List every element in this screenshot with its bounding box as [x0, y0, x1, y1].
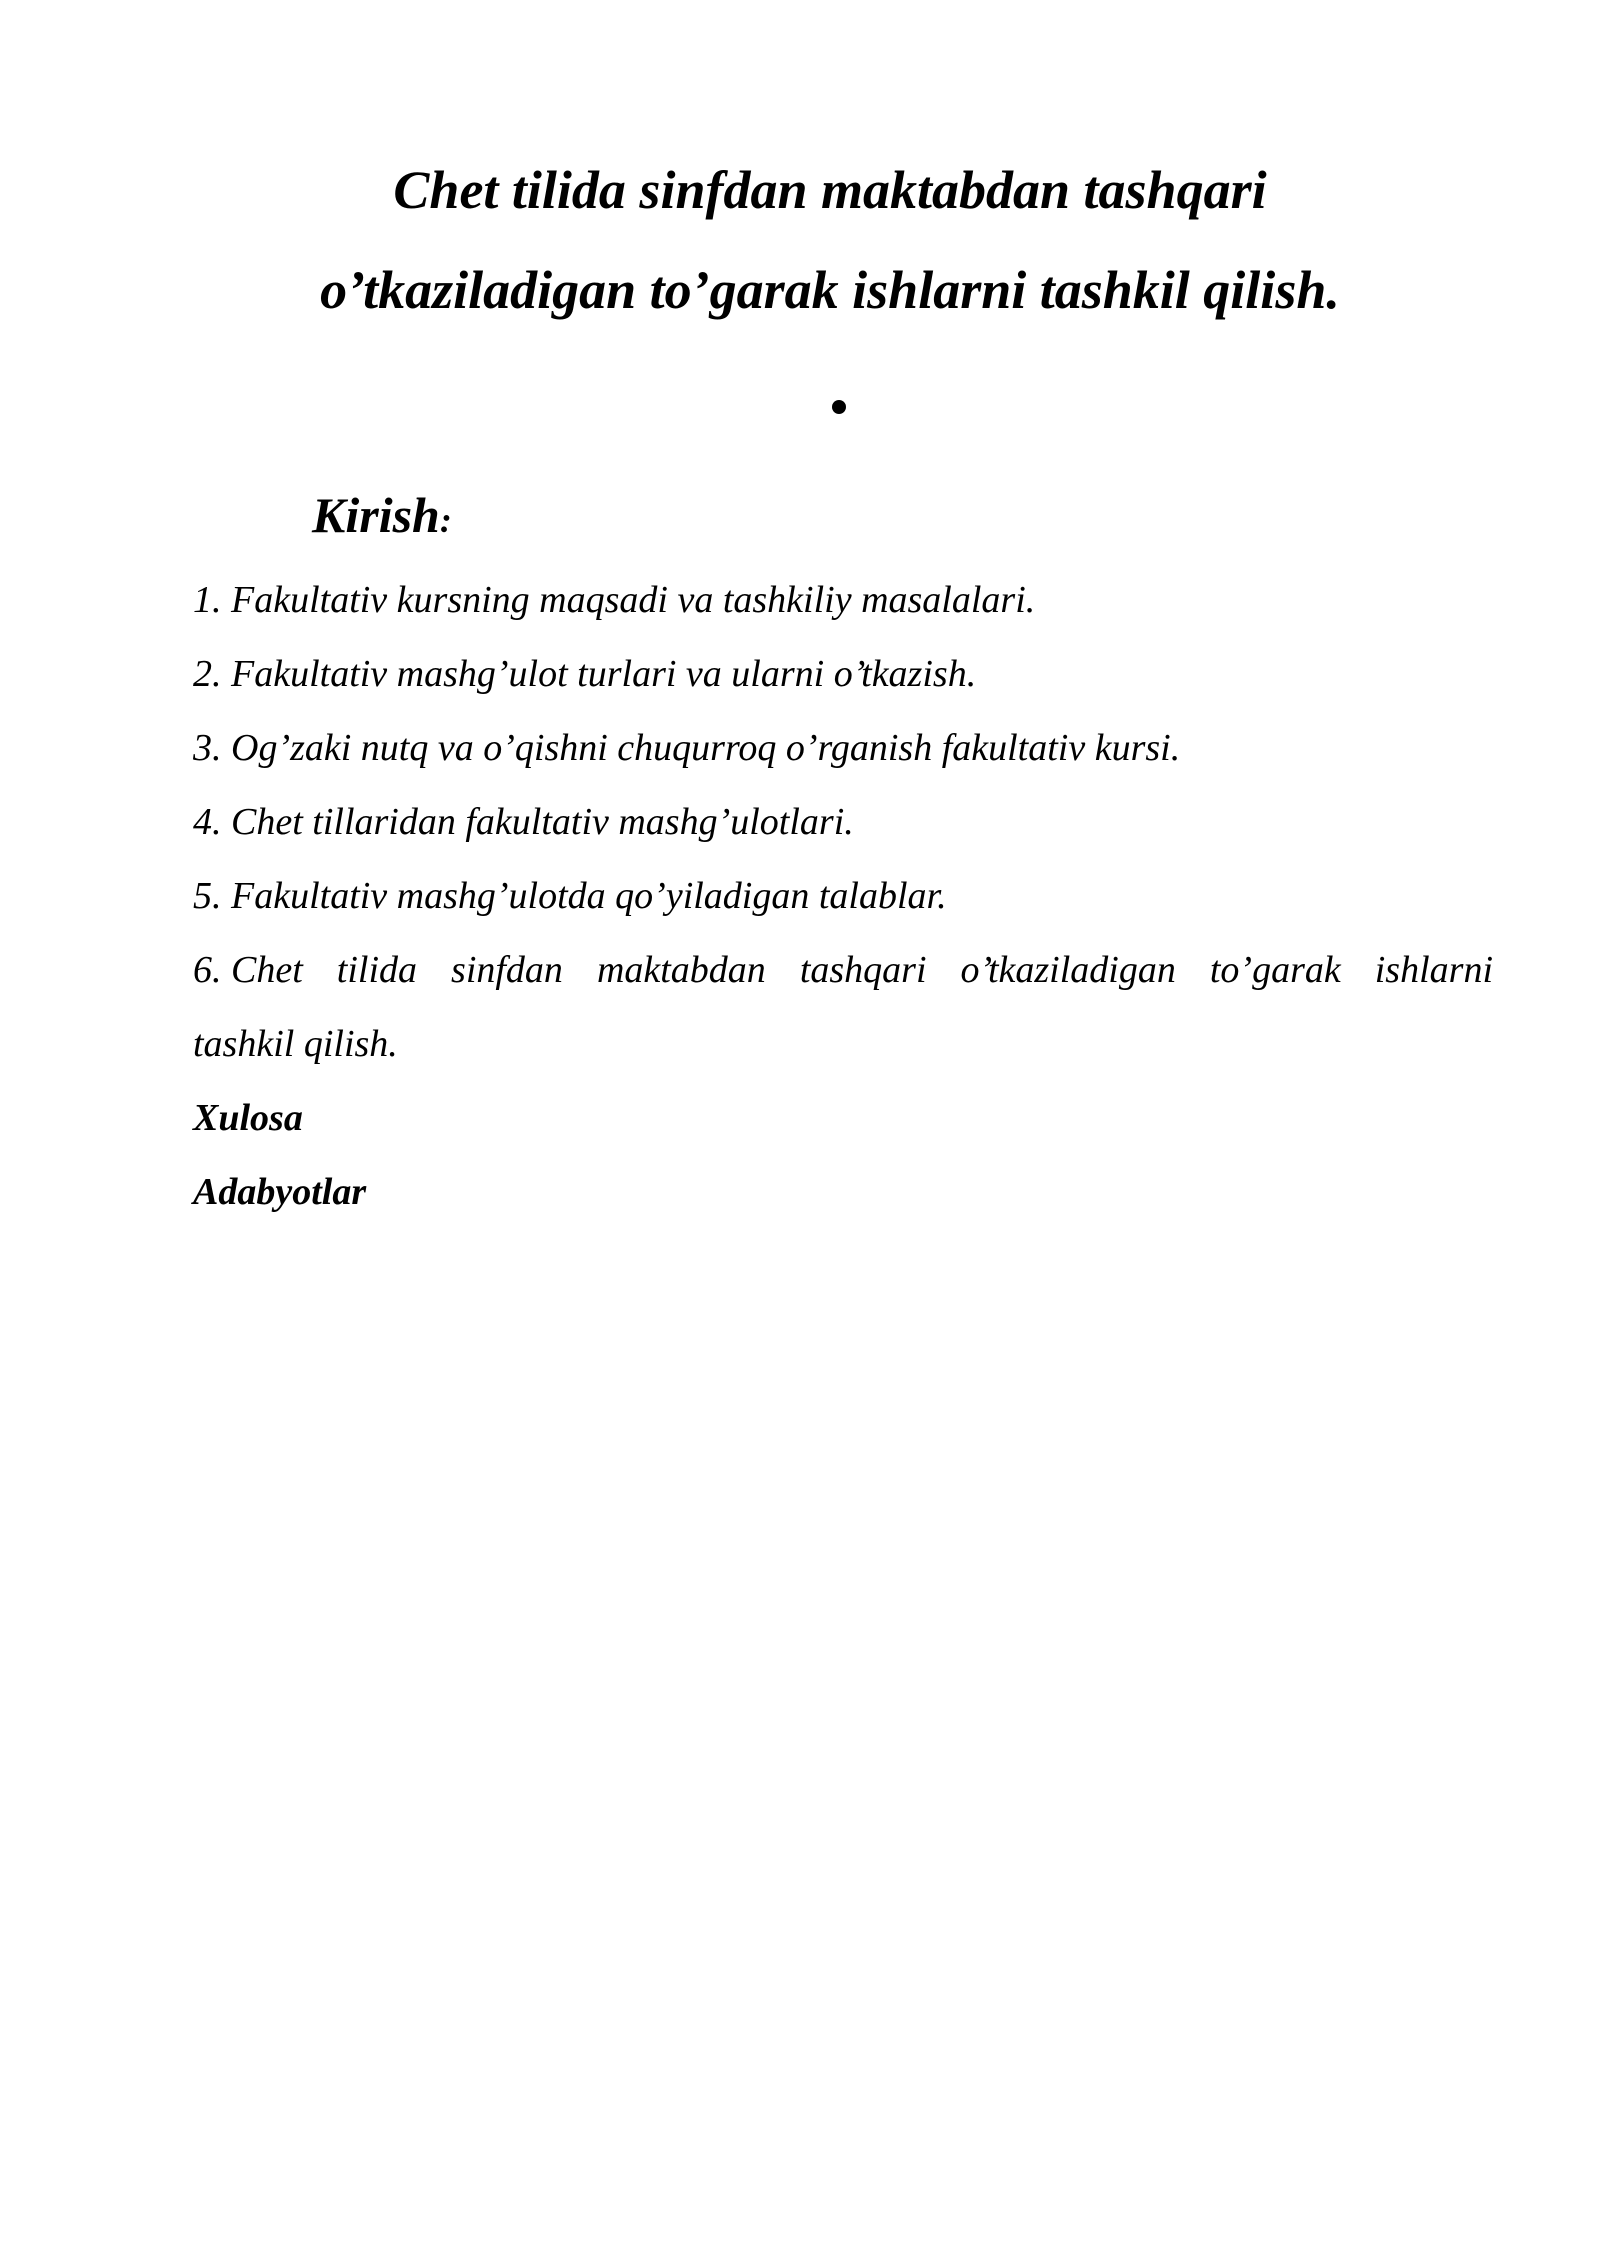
toc-item-2 [193, 637, 1493, 711]
conclusion-heading: Xulosa [193, 1097, 303, 1139]
toc-item-text: Chet tillaridan fakultativ mashg’ulotlari. [231, 801, 854, 843]
title-line-1: Chet tilida sinfdan maktabdan tashqari [393, 160, 1267, 220]
toc-item-number: 3. [193, 727, 222, 769]
document-title [0, 140, 1600, 340]
bullet-dot [832, 400, 846, 414]
references-heading: Adabyotlar [193, 1171, 367, 1213]
toc-item-6 [193, 933, 1493, 1007]
table-of-contents [193, 563, 1493, 1229]
toc-item-number: 2. [193, 653, 222, 695]
title-line-2: o’tkaziladigan to’garak ishlarni tashkil qilish. [320, 260, 1340, 320]
toc-item-number: 4. [193, 801, 222, 843]
intro-heading-text: Kirish [312, 487, 440, 543]
toc-item-text: Og’zaki nutq va o’qishni chuqurroq o’rganish fakultativ kursi. [231, 727, 1181, 769]
toc-item-text: Fakultativ mashg’ulot turlari va ularni o’tkazish. [231, 653, 977, 695]
intro-heading-colon: : [439, 500, 452, 540]
toc-item-4 [193, 785, 1493, 859]
toc-item-text: Chet tilida sinfdan maktabdan tashqari o’tkaziladigan to’garak ishlarni [231, 949, 1493, 991]
toc-item-text: Fakultativ kursning maqsadi va tashkiliy masalalari. [231, 579, 1036, 621]
toc-item-1 [193, 563, 1493, 637]
toc-item-3 [193, 711, 1493, 785]
toc-item-text: Fakultativ mashg’ulotda qo’yiladigan talablar. [231, 875, 947, 917]
toc-item-number: 1. [193, 579, 222, 621]
toc-item-number: 5. [193, 875, 222, 917]
toc-item-continuation: tashkil qilish. [193, 1023, 398, 1065]
toc-item-number: 6. [193, 949, 222, 991]
intro-heading [312, 480, 452, 555]
toc-item-5 [193, 859, 1493, 933]
